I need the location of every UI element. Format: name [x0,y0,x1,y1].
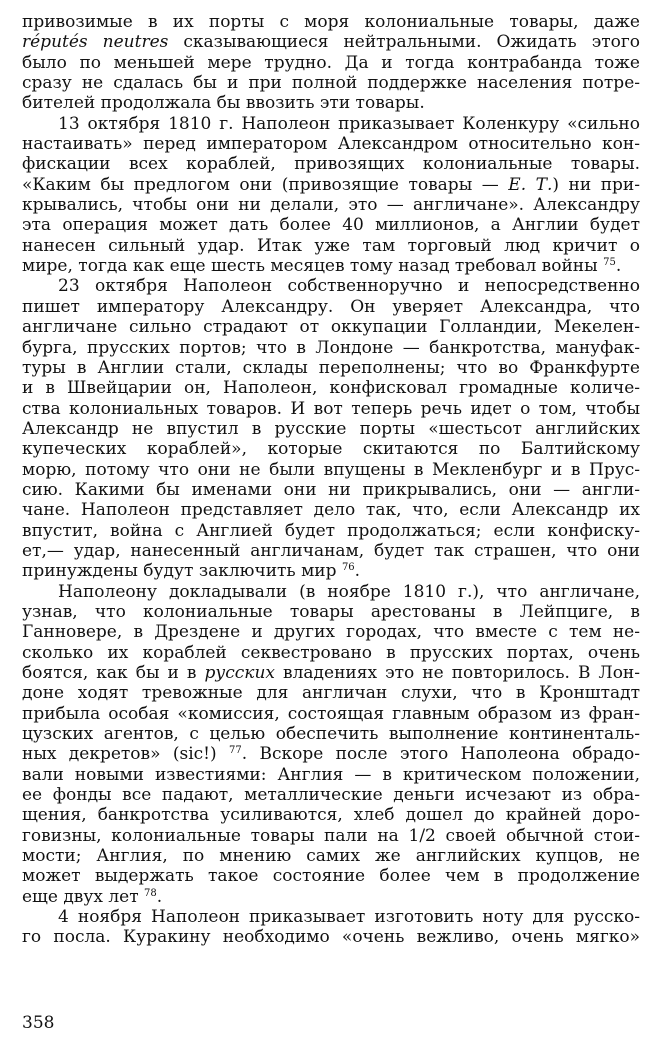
text-fragment: боятся, как бы и в [22,663,197,683]
text-line: пишет императору Александру. Он уверяет Александра, что [22,296,640,317]
text-line [22,32,640,52]
text-line: ее фонды все падают, металлические деньги исчезают из обра- [22,785,640,806]
text-line [22,175,640,195]
text-line: 13 октября 1810 г. Наполеон приказывает Коленкуру «сильно [58,113,640,134]
text-line: нанесен сильный удар. Итак уже там торговый люд кричит о [22,235,640,256]
text-line: Александр не впустил в русские порты «шестьсот английских [22,418,640,439]
text-line: сию. Какими бы именами они ни прикрывались, они — англи- [22,479,640,500]
text-line: может выдержать такое состояние более чем в продолжение [22,866,640,887]
text-line: мости; Англия, по мнению самих же английских купцов, не [22,846,640,867]
text-fragment: ) ни при- [552,174,641,195]
text-line: доне ходят тревожные для англичан слухи, что в Кронштадт [22,683,640,704]
text-line: крывались, чтобы они ни делали, это — англичане». Александру [22,195,640,216]
footnote-ref[interactable]: 77 [229,745,242,757]
text-line: привозимые в их порты с моря колониальные товары, даже [22,12,640,32]
text-fragment: принуждены будут заключить мир [22,561,337,582]
body-text [22,12,640,948]
text-fragment: владениях это не повторилось. В Лон- [283,663,640,683]
text-line: морю, потому что они не были впущены в Мекленбург и в Прус- [22,459,640,480]
text-line: вали новыми известиями: Англия — в критическом положении, [22,764,640,785]
text-line: бурга, прусских портов; что в Лондоне — банкротства, мануфак- [22,337,640,358]
text-line: го посла. Куракину необходимо «очень вежливо, очень мягко» [22,927,640,948]
text-line: чане. Наполеон представляет дело так, что, если Александр их [22,500,640,521]
text-fragment: сказывающиеся нейтральными. Ожидать этого [168,32,640,53]
text-line [22,826,640,846]
italic-phrase: réputés neutres [22,32,169,53]
text-line: бителей продолжала бы ввозить эти товары. [22,93,425,114]
text-line: ства колониальных товаров. И вот теперь речь идет о том, чтобы [22,398,640,419]
text-line: было по меньшей мере трудно. Да и тогда контрабанда тоже [22,52,640,73]
footnote-ref[interactable]: 76 [341,562,355,574]
text-line: Наполеону докладывали (в ноябре 1810 г.), что англичане, [58,581,640,602]
text-fragment: ных декретов» (sic!) [22,744,217,765]
text-fragment: еще двух лет [22,886,139,907]
text-line [22,744,640,764]
text-line: купеческих кораблей», которые скитаются по Балтийскому [22,439,640,460]
text-line [22,663,640,683]
text-line: еще двух лет $^{78}$. [22,886,163,907]
text-fragment: своей обычной стои- [445,825,641,846]
fraction: 1/2 [408,825,436,846]
text-line: настаивать» перед императором Александром относительно кон- [22,134,640,155]
text-line: 23 октября Наполеон собственноручно и непосредственно [58,276,640,297]
text-fragment: мире, тогда как еще шесть месяцев тому назад требовал войны [22,256,598,277]
text-line: цузских агентов, с целью обеспечить выполнение континенталь- [22,724,640,745]
italic-initials: Е. Т. [508,174,553,195]
footnote-ref[interactable]: 75 [603,257,616,269]
page-number: 358 [22,1013,55,1033]
text-line: сразу не сдалась бы и при полной поддержке населения потре- [22,73,640,94]
text-line: впустит, война с Англией будет продолжаться; если конфиску- [22,520,640,541]
text-line: англичане сильно страдают от оккупации Голландии, Мекелен- [22,317,640,338]
text-line: щения, банкротства усиливаются, хлеб дошел до крайней доро- [22,805,640,826]
text-line: узнав, что колониальные товары арестованы в Лейпциге, в [22,601,640,622]
text-line: и в Швейцарии он, Наполеон, конфисковал громадные количе- [22,378,640,399]
text-line: эта операция может дать более 40 миллионов, а Англии будет [22,215,640,236]
text-line: мире, тогда как еще шесть месяцев тому назад требовал войны $^{75}$. [22,256,622,277]
footnote-ref[interactable]: 78 [144,887,157,899]
text-line: Ганновере, в Дрездене и других городах, что вместе с тем не- [22,622,640,643]
text-fragment: «Каким бы предлогом они (привозящие товары — [22,174,509,195]
text-line: прибыла особая «комиссия, состоящая главным образом из фран- [22,703,640,724]
italic-word: русских [204,663,275,683]
text-fragment: говизны, колониальные товары пали на [22,825,399,846]
text-line: принуждены будут заключить мир $^{76}$. [22,561,361,582]
text-line: 4 ноября Наполеон приказывает изготовить ноту для русско- [58,907,640,928]
text-line: сколько их кораблей секвестровано в прусских портах, очень [22,642,640,663]
text-fragment: . Вскоре после этого Наполеона обрадо- [241,744,640,765]
text-line: фискации всех кораблей, привозящих колониальные товары. [22,154,640,175]
text-line: ет,— удар, нанесенный англичанам, будет так страшен, что они [22,540,640,561]
text-line: туры в Англии стали, склады переполнены; что во Франкфурте [22,357,640,378]
